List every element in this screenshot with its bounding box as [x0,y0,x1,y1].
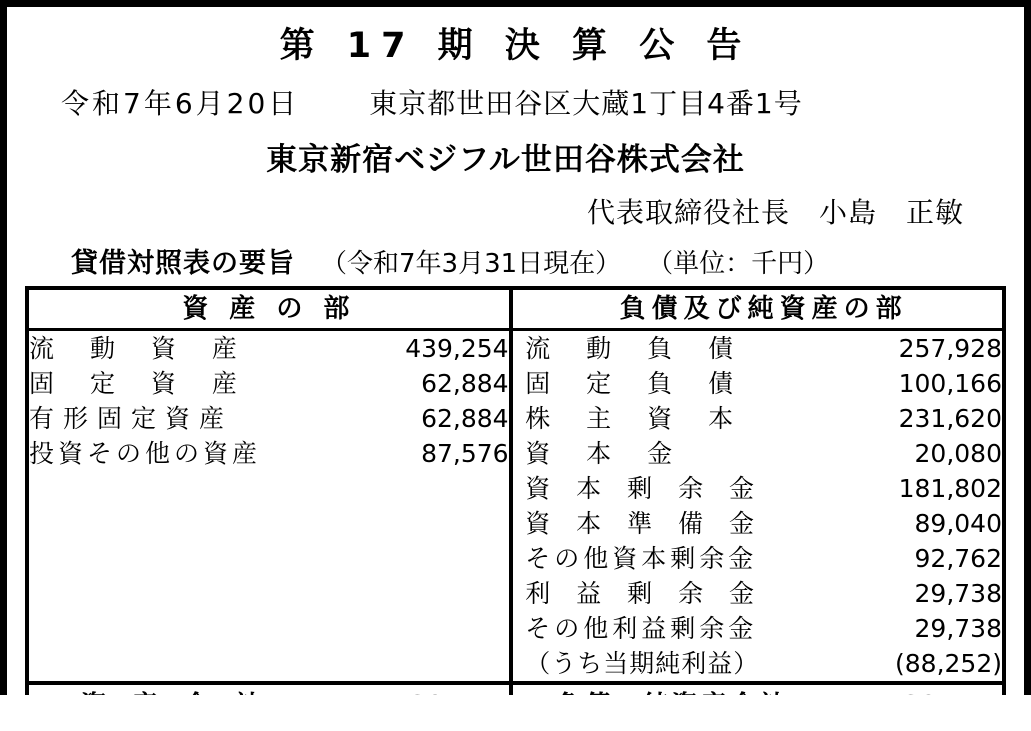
row-gap [511,401,526,436]
row-gap [511,506,526,541]
row-value: 29,738 [914,578,1002,608]
date-address-row [25,82,1006,122]
row-gap [511,611,526,646]
row-value [320,646,511,683]
row-label: 株 主 資 本 [525,403,748,433]
row-value [320,576,511,611]
row-label [27,576,320,611]
row-value: 62,884 [320,366,511,401]
balance-sheet-title: 貸借対照表の要旨 [71,247,295,279]
balance-sheet-heading [25,241,1006,280]
row-label [27,471,320,506]
page-bottom-margin [0,695,1031,731]
row-value: 29,738 [914,613,1002,643]
row-value [320,541,511,576]
row-label: （うち当期純利益） [525,648,760,678]
table-header-row [27,288,1004,330]
row-label: 資 本 準 備 金 [525,508,764,538]
table-row [27,329,1004,366]
row-label [27,541,320,576]
table-row [27,611,1004,646]
representative-name: 代表取締役社長 小島 正敏 [586,195,964,229]
row-value: 100,166 [898,368,1002,398]
row-label: 利 益 剰 余 金 [525,578,764,608]
row-label [27,646,320,683]
table-row [27,541,1004,576]
balance-sheet-asof: （令和7年3月31日現在） [321,248,622,279]
row-value: 181,802 [898,473,1002,503]
company-name: 東京新宿ベジフル世田谷株式会社 [266,141,745,178]
row-label: 投資その他の資産 [29,438,262,468]
table-row [27,646,1004,683]
row-value [320,471,511,506]
row-label: 資 本 金 [525,438,687,468]
row-gap [511,329,526,366]
table-row [27,366,1004,401]
row-value: 62,884 [320,401,511,436]
assets-header: 資 産 の 部 [27,288,511,330]
row-value [320,506,511,541]
row-gap [511,646,526,683]
balance-sheet-unit: （単位：千円） [647,248,830,279]
row-label: その他利益剰余金 [525,613,758,643]
header-gap [511,288,526,330]
row-label: 固 定 資 産 [29,368,251,398]
row-value: 89,040 [914,508,1002,538]
balance-sheet-table [25,286,1006,731]
row-value: 257,928 [898,333,1002,363]
table-row [27,506,1004,541]
row-value: (88,252) [895,648,1002,678]
table-row [27,471,1004,506]
company-address: 東京都世田谷区大蔵1丁目4番1号 [369,86,803,120]
row-value: 87,576 [320,436,511,471]
row-gap [511,436,526,471]
row-label: 流 動 負 債 [525,333,748,363]
page-title: 第 17 期 決 算 公 告 [279,26,752,66]
row-gap [511,471,526,506]
row-gap [511,576,526,611]
liabilities-equity-header: 負債及び純資産の部 [525,288,1004,330]
row-label: 流 動 資 産 [29,333,251,363]
row-label: 固 定 負 債 [525,368,748,398]
row-value: 20,080 [914,438,1002,468]
publication-date: 令和7年6月20日 [61,86,300,120]
table-row [27,401,1004,436]
row-label: 有形固定資産 [29,403,234,433]
row-label: 資 本 剰 余 金 [525,473,764,503]
row-value: 439,254 [320,329,511,366]
row-gap [511,366,526,401]
row-value [320,611,511,646]
row-label [27,611,320,646]
row-label [27,506,320,541]
table-row [27,436,1004,471]
table-row [27,576,1004,611]
row-label: その他資本剰余金 [525,543,758,573]
row-value: 231,620 [898,403,1002,433]
row-value: 92,762 [914,543,1002,573]
row-gap [511,541,526,576]
